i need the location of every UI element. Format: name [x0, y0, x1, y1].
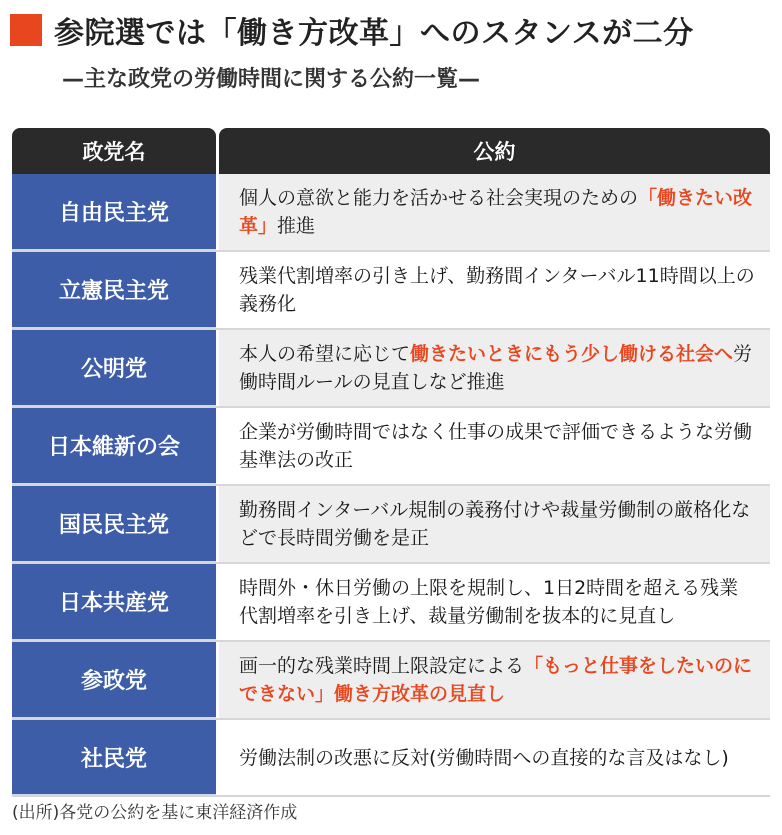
- policy-segment: 労働時間ルールの見直しなど推進: [239, 343, 753, 393]
- title-marker: [10, 14, 42, 46]
- party-name: 自由民主党: [12, 174, 216, 250]
- source-note: (出所)各党の公約を基に東洋経済作成: [12, 803, 298, 823]
- table-row: [12, 642, 770, 720]
- table-header: [12, 128, 770, 174]
- policy-text: [219, 642, 770, 718]
- table-row: [12, 174, 770, 252]
- table-row: [12, 330, 770, 408]
- table-body: [12, 174, 770, 797]
- policy-segment: 推進: [277, 215, 316, 237]
- table-row: [12, 486, 770, 564]
- policy-text: [219, 564, 770, 640]
- policy-segment: 企業が労働時間ではなく仕事の成果で評価できるような労働基準法の改正: [239, 421, 753, 471]
- policy-segment: 残業代割増率の引き上げ、勤務間インターバル11時間以上の義務化: [239, 265, 755, 315]
- page-title: 参院選では「働き方改革」へのスタンスが二分: [54, 16, 694, 51]
- policy-highlight: 「働きたい改革」: [239, 187, 753, 237]
- policy-segment: 本人の希望に応じて: [239, 343, 411, 365]
- party-name: 国民民主党: [12, 486, 216, 562]
- party-name: 日本共産党: [12, 564, 216, 640]
- policy-text: [219, 252, 770, 328]
- column-header-party: 政党名: [12, 128, 216, 174]
- page-subtitle: —主な政党の労働時間に関する公約一覧—: [62, 67, 481, 92]
- party-name: 参政党: [12, 642, 216, 718]
- table-row: [12, 564, 770, 642]
- policy-text: [219, 330, 770, 406]
- party-name: 日本維新の会: [12, 408, 216, 484]
- table-row: [12, 720, 770, 797]
- column-header-policy: 公約: [219, 128, 770, 174]
- title-row: [10, 8, 694, 52]
- policy-segment: 個人の意欲と能力を活かせる社会実現のための: [239, 187, 639, 209]
- policy-text: [219, 174, 770, 250]
- policy-table: [12, 128, 770, 797]
- policy-text: [219, 720, 770, 795]
- table-row: [12, 252, 770, 330]
- policy-segment: 労働法制の改悪に反対(労働時間への直接的な言及はなし): [239, 746, 729, 769]
- policy-text: [219, 486, 770, 562]
- party-name: 立憲民主党: [12, 252, 216, 328]
- party-name: 公明党: [12, 330, 216, 406]
- party-name: 社民党: [12, 720, 216, 795]
- table-row: [12, 408, 770, 486]
- policy-segment: 勤務間インターバル規制の義務付けや裁量労働制の厳格化などで長時間労働を是正: [239, 499, 751, 549]
- policy-text: [219, 408, 770, 484]
- policy-highlight: 働きたいときにもう少し働ける社会へ: [410, 343, 734, 365]
- policy-highlight: 「もっと仕事をしたいのにできない」働き方改革の見直し: [239, 655, 753, 705]
- policy-segment: 時間外・休日労働の上限を規制し、1日2時間を超える残業代割増率を引き上げ、裁量労働制を抜本的に見直し: [239, 577, 739, 627]
- policy-segment: 画一的な残業時間上限設定による: [239, 655, 525, 677]
